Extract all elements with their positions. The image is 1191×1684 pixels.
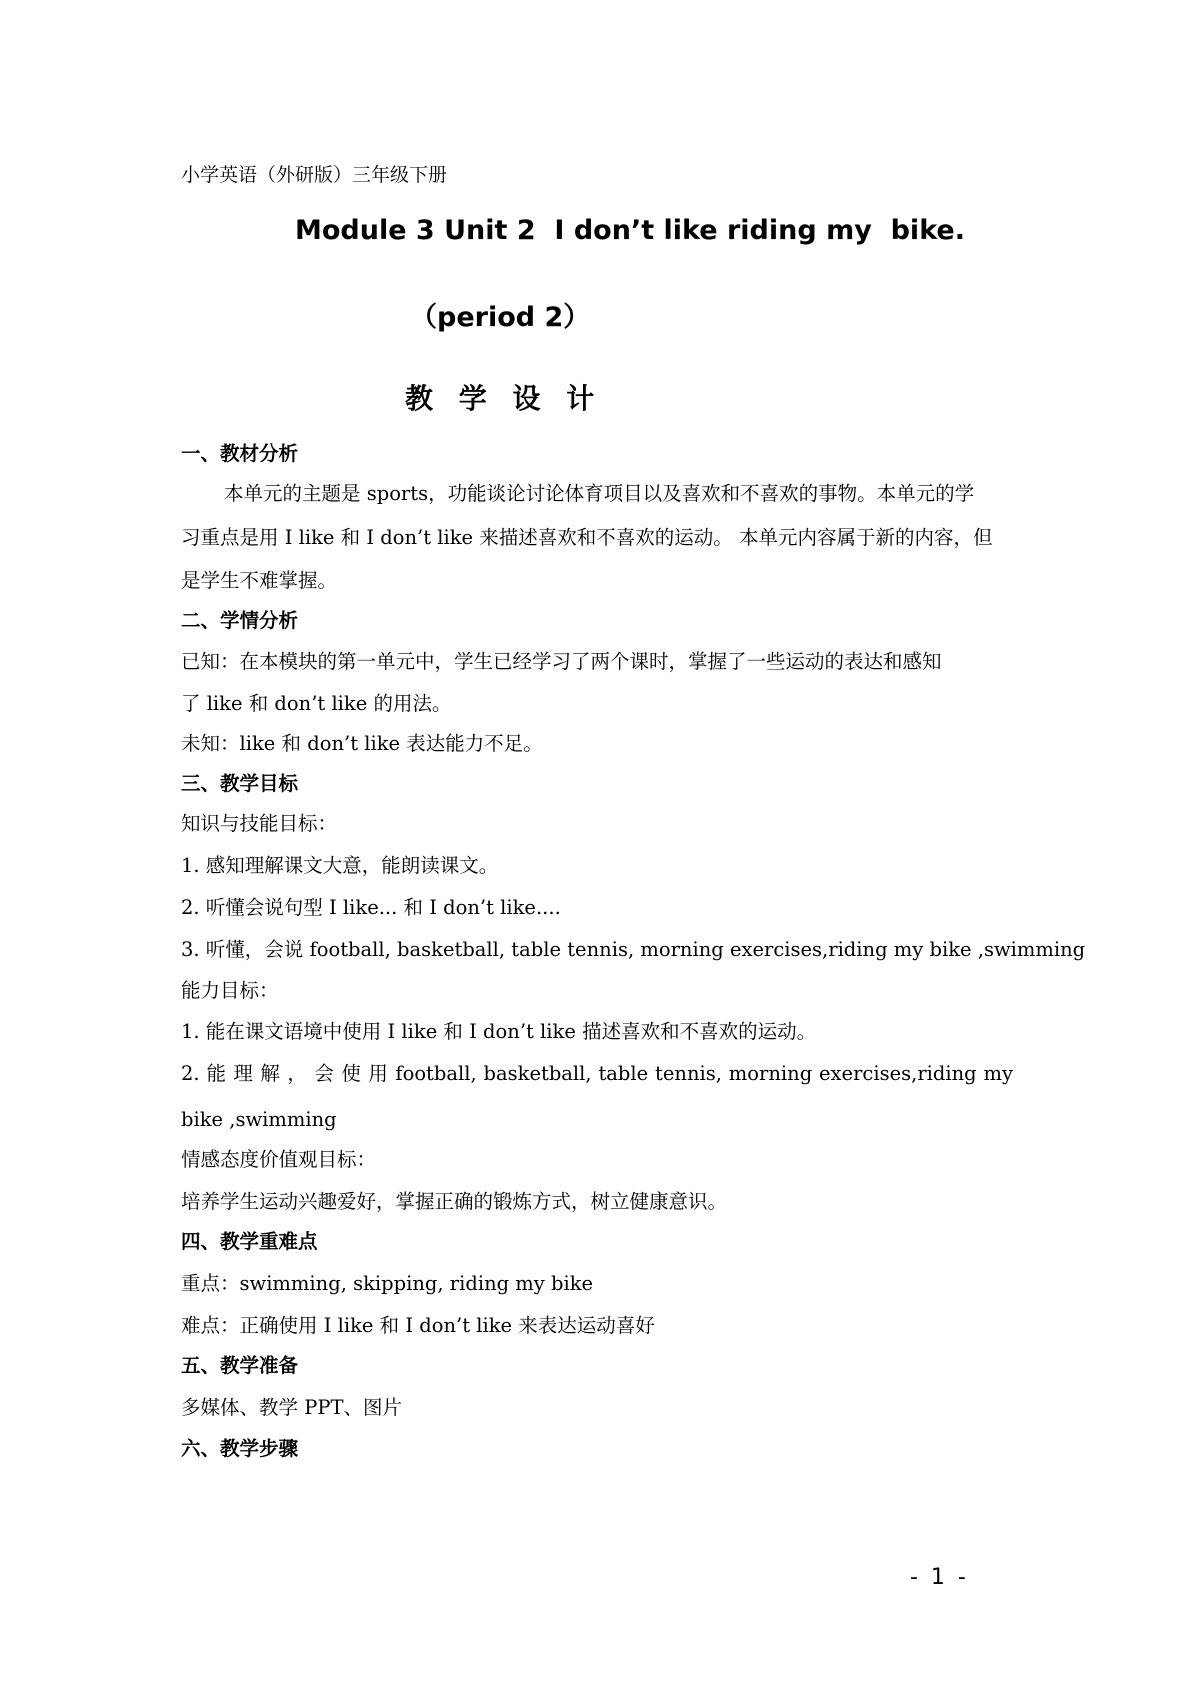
list-item: 2. 能 理 解 ， 会 使 用 football, basketball, table tennis, morning exercises,riding my xyxy=(181,1062,1013,1085)
document-type-heading: 教 学 设 计 xyxy=(405,382,603,415)
document-title: Module 3 Unit 2 I don’t like riding my bike. xyxy=(295,215,965,246)
section-heading-preparation: 五、教学准备 xyxy=(181,1354,299,1377)
list-item-continuation: bike ,swimming xyxy=(181,1108,337,1131)
series-label: 小学英语（外研版）三年级下册 xyxy=(181,164,448,186)
paragraph-line: 本单元的主题是 sports，功能谈论讨论体育项目以及喜欢和不喜欢的事物。本单元的学 xyxy=(224,482,975,505)
paragraph-line: 重点：swimming, skipping, riding my bike xyxy=(181,1272,594,1295)
section-heading-teaching-steps: 六、教学步骤 xyxy=(181,1437,299,1460)
period-label: （period 2） xyxy=(410,302,591,333)
paragraph-line: 难点：正确使用 I like 和 I don’t like 来表达运动喜好 xyxy=(181,1314,655,1337)
paragraph-line: 习重点是用 I like 和 I don’t like 来描述喜欢和不喜欢的运动。 本单元内容属于新的内容，但 xyxy=(181,526,993,549)
subheading: 情感态度价值观目标： xyxy=(181,1148,377,1171)
paragraph-line: 培养学生运动兴趣爱好，掌握正确的锻炼方式，树立健康意识。 xyxy=(181,1190,728,1213)
list-item: 3. 听懂，会说 football, basketball, table tennis, morning exercises,riding my bike ,swimming xyxy=(181,938,1086,961)
section-heading-student-analysis: 二、学情分析 xyxy=(181,609,299,632)
section-heading-teaching-objectives: 三、教学目标 xyxy=(181,772,299,795)
paragraph-line: 已知：在本模块的第一单元中，学生已经学习了两个课时，掌握了一些运动的表达和感知 xyxy=(181,650,942,673)
subheading: 知识与技能目标： xyxy=(181,812,338,835)
list-item: 2. 听懂会说句型 I like... 和 I don’t like.... xyxy=(181,896,561,919)
paragraph-line: 了 like 和 don’t like 的用法。 xyxy=(181,692,452,715)
section-heading-textbook-analysis: 一、教材分析 xyxy=(181,442,299,465)
list-item: 1. 感知理解课文大意，能朗读课文。 xyxy=(181,854,499,877)
paragraph-line: 是学生不难掌握。 xyxy=(181,569,338,592)
subheading: 能力目标： xyxy=(181,979,279,1002)
page-number: - 1 - xyxy=(910,1565,969,1590)
paragraph-line: 未知：like 和 don’t like 表达能力不足。 xyxy=(181,732,543,755)
section-heading-key-difficult-points: 四、教学重难点 xyxy=(181,1230,318,1253)
list-item: 1. 能在课文语境中使用 I like 和 I don’t like 描述喜欢和不喜欢的运动。 xyxy=(181,1020,817,1043)
paragraph-line: 多媒体、教学 PPT、图片 xyxy=(181,1396,402,1419)
